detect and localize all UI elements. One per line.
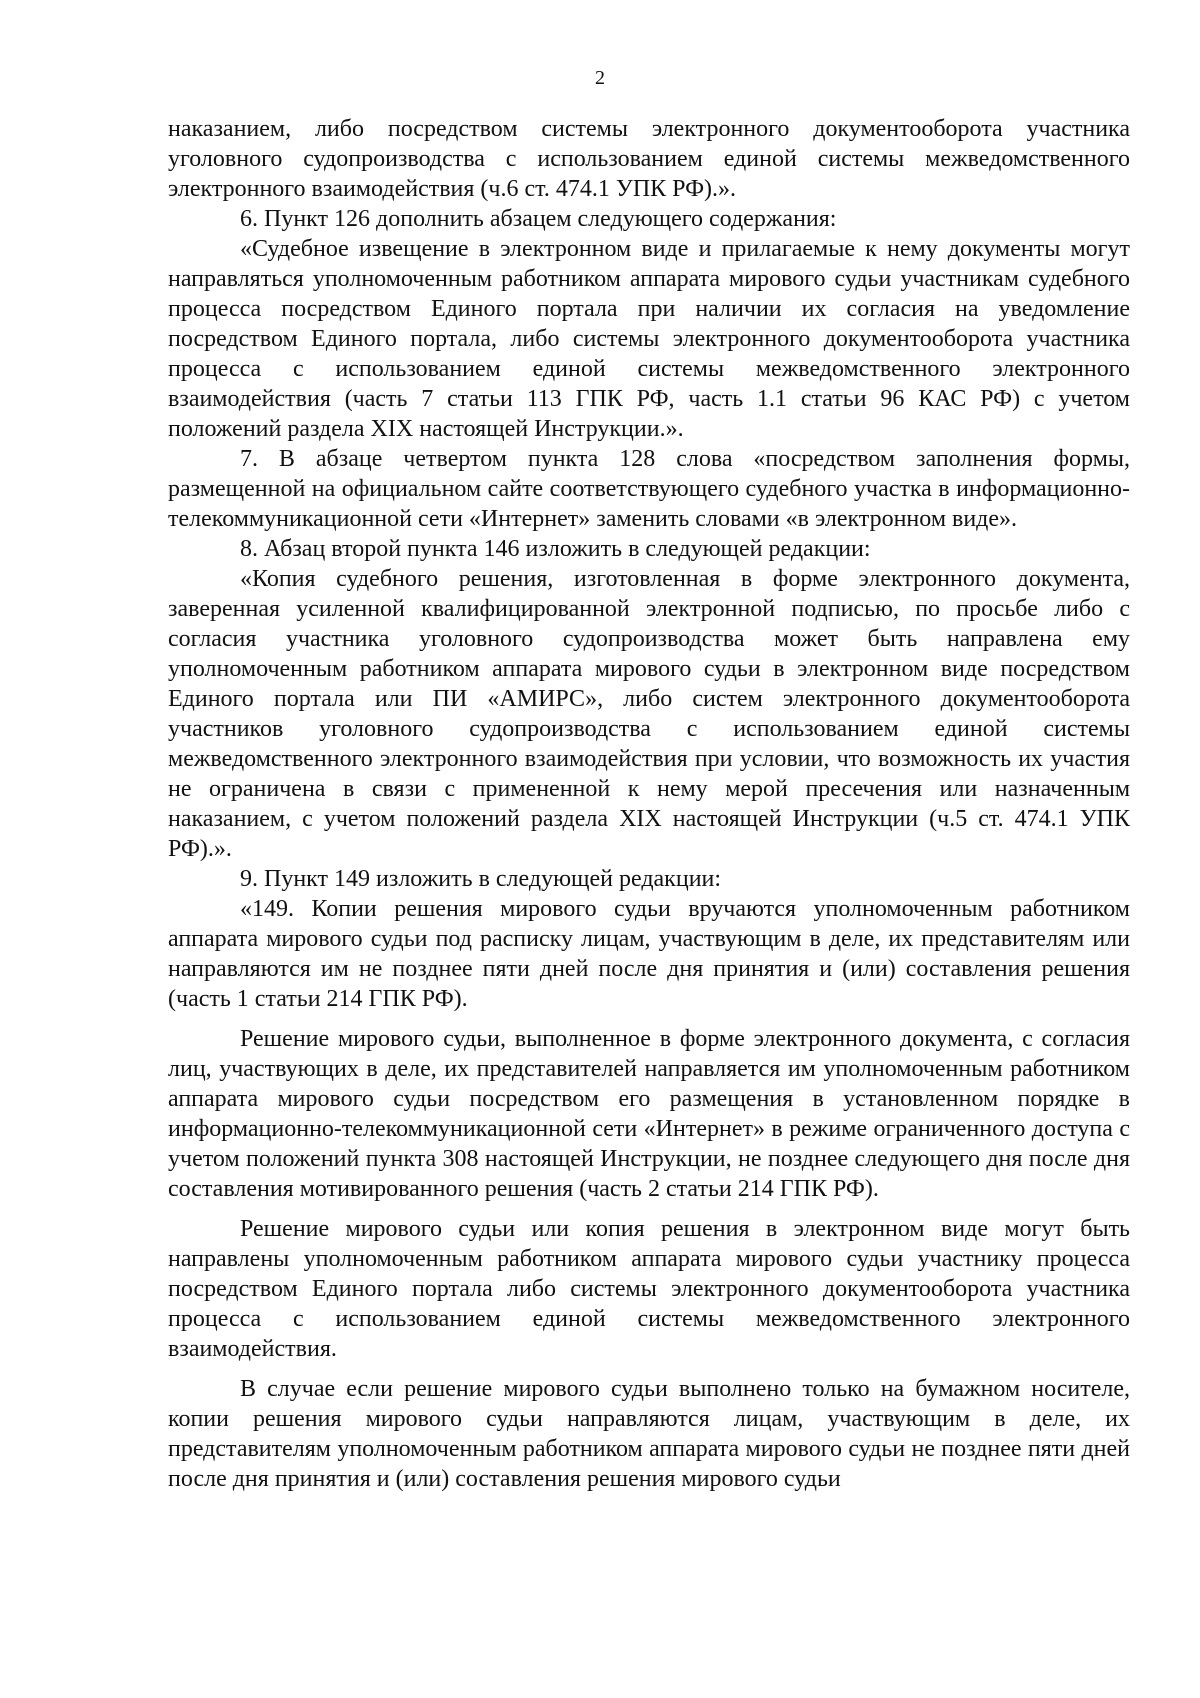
document-body xyxy=(168,114,1130,1494)
paragraph-item-9: 9. Пункт 149 изложить в следующей редакции: xyxy=(240,866,722,892)
paragraph-decision-paper: В случае если решение мирового судьи выполнено только на бумажном носителе, копии решения мирового судьи направляются лицам, участвующим в деле, их представителям уполномоченным работником аппарата мирового судьи не позднее пяти дней после дня принятия и (или) составления решения мирового судьи xyxy=(168,1376,1130,1492)
paragraph-item-7: 7. В абзаце четвертом пункта 128 слова «посредством заполнения формы, размещенной на официальном сайте соответствующего судебного участка в информационно-телекоммуникационной сети «Интернет» заменить словами «в электронном виде». xyxy=(168,446,1130,532)
paragraph-quote-146: «Копия судебного решения, изготовленная в форме электронного документа, заверенная усиленной квалифицированной электронной подписью, по просьбе либо с согласия участника уголовного судопроизводства может быть направлена ему уполномоченным работником аппарата мирового судьи в электронном виде посредством Единого портала или ПИ «АМИРС», либо систем электронного документооборота участников уголовного судопроизводства с использованием единой системы межведомственного электронного взаимодействия при условии, что возможность их участия не ограничена в связи с примененной к нему мерой пресечения или назначенным наказанием, с учетом положений раздела XIX настоящей Инструкции (ч.5 ст. 474.1 УПК РФ).». xyxy=(168,566,1130,862)
paragraph-quote-149: «149. Копии решения мирового судьи вручаются уполномоченным работником аппарата мирового судьи под расписку лицам, участвующим в деле, их представителям или направляются им не позднее пяти дней после дня принятия и (или) составления решения (часть 1 статьи 214 ГПК РФ). xyxy=(168,896,1130,1012)
page-number: 2 xyxy=(595,67,605,89)
paragraph-item-6: 6. Пункт 126 дополнить абзацем следующего содержания: xyxy=(240,206,837,232)
paragraph-quote-126: «Судебное извещение в электронном виде и прилагаемые к нему документы могут направляться уполномоченным работником аппарата мирового судьи участникам судебного процесса посредством Единого портала при наличии их согласия на уведомление посредством Единого портала, либо системы электронного документооборота участника процесса с использованием единой системы межведомственного электронного взаимодействия (часть 7 статьи 113 ГПК РФ, часть 1.1 статьи 96 КАС РФ) с учетом положений раздела XIX настоящей Инструкции.». xyxy=(168,236,1130,442)
paragraph-decision-electronic: Решение мирового судьи, выполненное в форме электронного документа, с согласия лиц, участвующих в деле, их представителей направляется им уполномоченным работником аппарата мирового судьи посредством его размещения в установленном порядке в информационно-телекоммуникационной сети «Интернет» в режиме ограниченного доступа с учетом положений пункта 308 настоящей Инструкции, не позднее следующего дня после дня составления мотивированного решения (часть 2 статьи 214 ГПК РФ). xyxy=(168,1026,1130,1202)
paragraph-item-8: 8. Абзац второй пункта 146 изложить в следующей редакции: xyxy=(240,536,871,562)
paragraph-decision-portal: Решение мирового судьи или копия решения в электронном виде могут быть направлены уполномоченным работником аппарата мирового судьи участнику процесса посредством Единого портала либо системы электронного документооборота участника процесса с использованием единой системы межведомственного электронного взаимодействия. xyxy=(168,1216,1130,1362)
paragraph-continuation: наказанием, либо посредством системы электронного документооборота участника уголовного судопроизводства с использованием единой системы межведомственного электронного взаимодействия (ч.6 ст. 474.1 УПК РФ).». xyxy=(168,116,1130,202)
